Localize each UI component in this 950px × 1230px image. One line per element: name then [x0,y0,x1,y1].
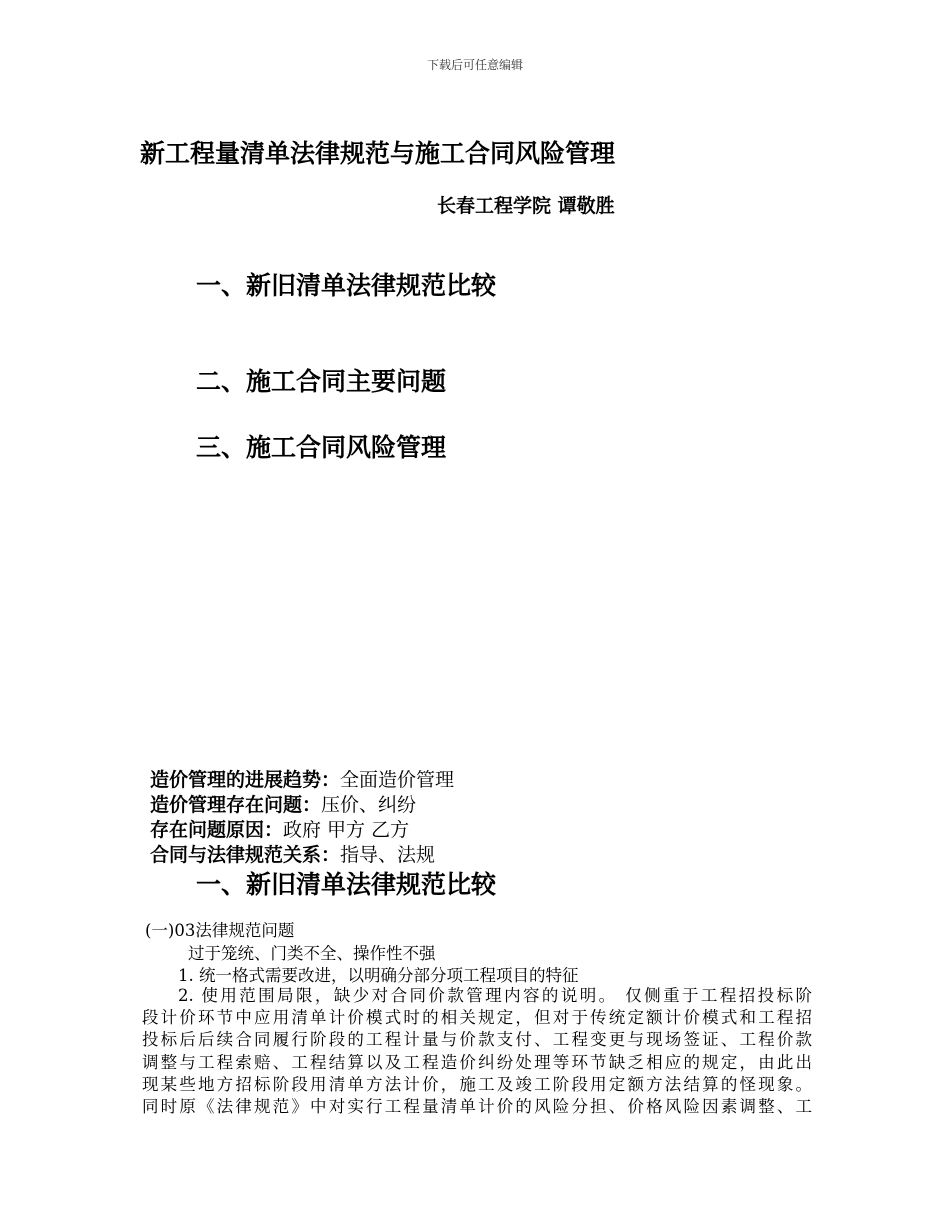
section-heading: 一、新旧清单法律规范比较 [196,870,497,899]
summary-value: 压价、纠纷 [321,794,417,816]
subsection-heading: (一)03法律规范问题 [145,921,295,940]
toc-item-2: 二、施工合同主要问题 [196,367,447,396]
summary-line [150,765,454,792]
summary-value: 政府 甲方 乙方 [283,819,410,841]
paragraph-line: 2. 使用范围局限，缺少对合同价款管理内容的说明。 仅侧重于工程招投标阶 [178,986,812,1005]
summary-label: 造价管理的进展趋势： [150,769,341,791]
paragraph-line: 调整与工程索赔、工程结算以及工程造价纠纷处理等环节缺乏相应的规定，由此出 [142,1052,812,1072]
author-line: 长春工程学院 谭敬胜 [437,195,615,217]
toc-item-3: 三、施工合同风险管理 [196,433,447,462]
page-header: 下载后可任意编辑 [426,58,523,72]
summary-line [150,815,409,842]
document-title: 新工程量清单法律规范与施工合同风险管理 [140,139,616,168]
paragraph-line: 投标后后续合同履行阶段的工程计量与价款支付、工程变更与现场签证、工程价款 [142,1030,812,1050]
paragraph-line: 同时原《法律规范》中对实行工程量清单计价的风险分担、价格风险因素调整、工 [142,1097,812,1117]
paragraph-line: 段计价环节中应用清单计价模式时的相关规定，但对于传统定额计价模式和工程招 [142,1008,812,1028]
body-paragraph [142,985,812,1118]
summary-label: 合同与法律规范关系： [150,844,341,866]
summary-label: 存在问题原因： [150,819,284,841]
list-item-1: 1. 统一格式需要改进，以明确分部分项工程项目的特征 [178,966,579,985]
summary-label: 造价管理存在问题： [150,794,322,816]
summary-line [150,790,416,817]
paragraph-line: 现某些地方招标阶段用清单方法计价，施工及竣工阶段用定额方法结算的怪现象。 [142,1074,812,1094]
body-line: 过于笼统、门类不全、操作性不强 [188,944,436,963]
summary-value: 指导、法规 [340,844,436,866]
toc-item-1: 一、新旧清单法律规范比较 [196,271,497,300]
summary-value: 全面造价管理 [340,769,455,791]
summary-line [150,840,435,867]
